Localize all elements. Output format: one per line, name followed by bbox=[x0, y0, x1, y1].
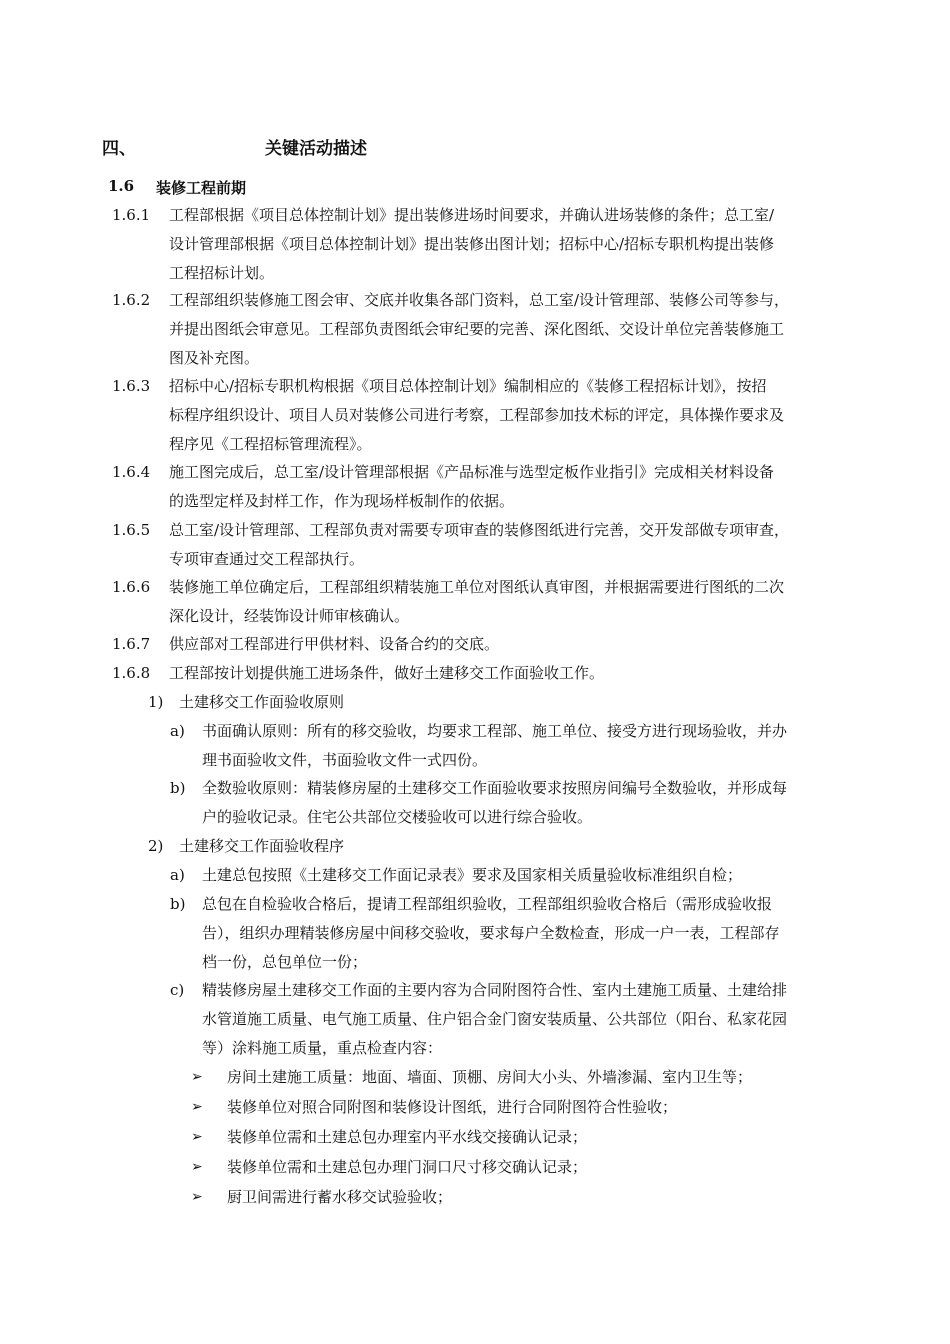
list-item: 总包在自检验收合格后，提请工程部组织验收，工程部组织验收合格后（需形成验收报 告），组织办理精装修房屋中间移交验收，要求每户全数检查，形成一户一表，工程部存 档一份，总包单位一份； bbox=[202, 895, 780, 971]
item-number: 1.6.5 bbox=[112, 521, 151, 539]
subsection-title: 土建移交工作面验收原则 bbox=[179, 693, 345, 711]
item-text: 招标中心/招标专职机构根据《项目总体控制计划》编制相应的《装修工程招标计划》，按招 标程序组织设计、项目人员对装修公司进行考察，工程部参加技术标的评定，具体操作要求及 程序见《工程招标管理流程》。 bbox=[169, 377, 785, 453]
item-number: 1.6.7 bbox=[112, 635, 151, 653]
arrow-bullet-icon: ➢ bbox=[191, 1159, 203, 1175]
section-number: 1.6 bbox=[108, 177, 135, 195]
list-item: 土建总包按照《土建移交工作面记录表》要求及国家相关质量验收标准组织自检； bbox=[202, 866, 743, 884]
bullet-item: 房间土建施工质量：地面、墙面、顶棚、房间大小头、外墙渗漏、室内卫生等； bbox=[227, 1068, 753, 1086]
arrow-bullet-icon: ➢ bbox=[191, 1099, 203, 1115]
list-item: 书面确认原则：所有的移交验收，均要求工程部、施工单位、接受方进行现场验收，并办 理书面验收文件，书面验收文件一式四份。 bbox=[202, 722, 788, 769]
item-text: 供应部对工程部进行甲供材料、设备合约的交底。 bbox=[169, 635, 500, 653]
bullet-item: 装修单位需和土建总包办理门洞口尺寸移交确认记录； bbox=[227, 1158, 588, 1176]
section-title: 装修工程前期 bbox=[156, 179, 247, 197]
list-letter: c) bbox=[170, 981, 185, 999]
item-text: 工程部根据《项目总体控制计划》提出装修进场时间要求，并确认进场装修的条件；总工室/ 设计管理部根据《项目总体控制计划》提出装修出图计划；招标中心/招标专职机构提出装修 工程招标计划。 bbox=[169, 206, 775, 282]
item-text: 总工室/设计管理部、工程部负责对需要专项审查的装修图纸进行完善，交开发部做专项审查， 专项审查通过交工程部执行。 bbox=[169, 521, 790, 568]
item-text: 施工图完成后，总工室/设计管理部根据《产品标准与选型定板作业指引》完成相关材料设备 的选型定样及封样工作，作为现场样板制作的依据。 bbox=[169, 463, 775, 510]
item-number: 1.6.8 bbox=[112, 664, 151, 682]
item-number: 1.6.1 bbox=[112, 206, 151, 224]
list-letter: a) bbox=[170, 722, 185, 740]
item-number: 1.6.3 bbox=[112, 377, 151, 395]
arrow-bullet-icon: ➢ bbox=[191, 1189, 203, 1205]
arrow-bullet-icon: ➢ bbox=[191, 1129, 203, 1145]
chapter-title: 关键活动描述 bbox=[265, 139, 367, 159]
subsection-number: 2) bbox=[148, 837, 164, 855]
subsection-title: 土建移交工作面验收程序 bbox=[179, 837, 345, 855]
item-number: 1.6.6 bbox=[112, 578, 151, 596]
item-text: 装修施工单位确定后，工程部组织精装施工单位对图纸认真审图，并根据需要进行图纸的二次 深化设计，经装饰设计师审核确认。 bbox=[169, 578, 785, 625]
bullet-item: 装修单位需和土建总包办理室内平水线交接确认记录； bbox=[227, 1128, 588, 1146]
chapter-number: 四、 bbox=[102, 139, 136, 159]
arrow-bullet-icon: ➢ bbox=[191, 1069, 203, 1085]
list-item: 全数验收原则：精装修房屋的土建移交工作面验收要求按照房间编号全数验收，并形成每 户的验收记录。住宅公共部位交楼验收可以进行综合验收。 bbox=[202, 779, 788, 826]
item-number: 1.6.4 bbox=[112, 463, 151, 481]
bullet-item: 装修单位对照合同附图和装修设计图纸，进行合同附图符合性验收； bbox=[227, 1098, 678, 1116]
list-letter: a) bbox=[170, 866, 185, 884]
subsection-number: 1) bbox=[148, 693, 164, 711]
item-text: 工程部按计划提供施工进场条件，做好土建移交工作面验收工作。 bbox=[169, 664, 605, 682]
list-letter: b) bbox=[170, 895, 186, 913]
item-number: 1.6.2 bbox=[112, 291, 151, 309]
bullet-item: 厨卫间需进行蓄水移交试验验收； bbox=[227, 1188, 453, 1206]
list-letter: b) bbox=[170, 779, 186, 797]
item-text: 工程部组织装修施工图会审、交底并收集各部门资料，总工室/设计管理部、装修公司等参与， 并提出图纸会审意见。工程部负责图纸会审纪要的完善、深化图纸、交设计单位完善装修施工 图及补充图。 bbox=[169, 291, 790, 367]
list-item: 精装修房屋土建移交工作面的主要内容为合同附图符合性、室内土建施工质量、土建给排 水管道施工质量、电气施工质量、住户铝合金门窗安装质量、公共部位（阳台、私家花园 等）涂料施工质量，重点检查内容： bbox=[202, 981, 788, 1057]
